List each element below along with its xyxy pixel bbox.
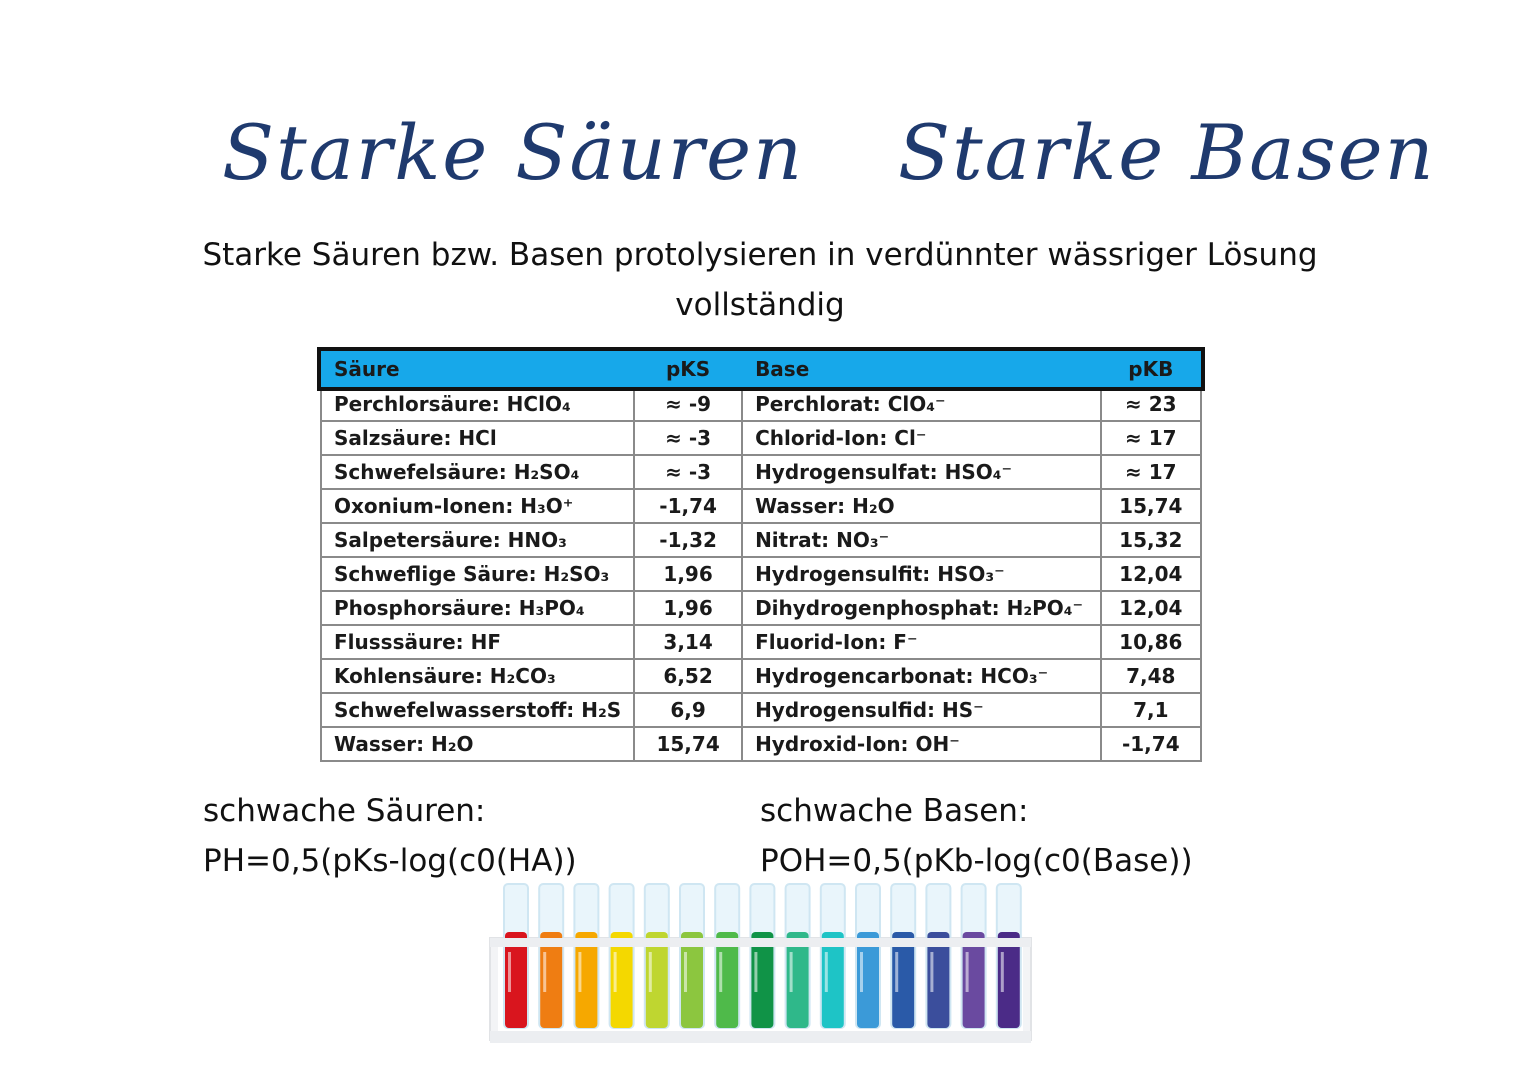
title-strong-bases: Starke Basen <box>898 108 1436 197</box>
pks-cell: ≈ -3 <box>634 455 742 489</box>
header-pks: pKS <box>634 351 742 387</box>
weak-acids-formula: PH=0,5(pKs-log(c0(HA)) <box>203 843 577 879</box>
pkb-cell: ≈ 17 <box>1101 421 1201 455</box>
table-row <box>321 659 1201 693</box>
title-strong-acids: Starke Säuren <box>222 108 805 197</box>
test-tubes <box>504 884 1021 1028</box>
table-body <box>321 387 1201 761</box>
acid-cell: Schwefelsäure: H₂SO₄ <box>321 455 634 489</box>
base-cell: Hydrogencarbonat: HCO₃⁻ <box>742 659 1101 693</box>
table-row <box>321 557 1201 591</box>
test-tube <box>997 884 1021 1028</box>
base-cell: Chlorid-Ion: Cl⁻ <box>742 421 1101 455</box>
table-row <box>321 693 1201 727</box>
intro-text-line1: Starke Säuren bzw. Basen protolysieren in verdünnter wässriger Lösung <box>202 237 1318 273</box>
acid-base-table <box>320 350 1202 762</box>
pks-cell: 6,52 <box>634 659 742 693</box>
acid-cell: Schweflige Säure: H₂SO₃ <box>321 557 634 591</box>
test-tube <box>926 884 950 1028</box>
base-cell: Dihydrogenphosphat: H₂PO₄⁻ <box>742 591 1101 625</box>
rack-top-bar <box>490 938 1031 947</box>
test-tube <box>962 884 986 1028</box>
test-tube <box>680 884 704 1028</box>
pkb-cell: 15,74 <box>1101 489 1201 523</box>
base-cell: Perchlorat: ClO₄⁻ <box>742 387 1101 421</box>
pkb-cell: 12,04 <box>1101 557 1201 591</box>
intro-text-line2: vollständig <box>675 287 845 323</box>
test-tube <box>504 884 528 1028</box>
weak-acids-label: schwache Säuren: <box>203 793 486 829</box>
table-row <box>321 489 1201 523</box>
base-cell: Nitrat: NO₃⁻ <box>742 523 1101 557</box>
pkb-cell: ≈ 23 <box>1101 387 1201 421</box>
pks-cell: 15,74 <box>634 727 742 761</box>
base-cell: Wasser: H₂O <box>742 489 1101 523</box>
pks-cell: 1,96 <box>634 591 742 625</box>
weak-bases-label: schwache Basen: <box>760 793 1029 829</box>
table-row <box>321 455 1201 489</box>
header-acid: Säure <box>321 351 634 387</box>
test-tube <box>715 884 739 1028</box>
pkb-cell: -1,74 <box>1101 727 1201 761</box>
base-cell: Hydrogensulfid: HS⁻ <box>742 693 1101 727</box>
pks-cell: -1,74 <box>634 489 742 523</box>
pkb-cell: 12,04 <box>1101 591 1201 625</box>
pkb-cell: 10,86 <box>1101 625 1201 659</box>
table-row <box>321 591 1201 625</box>
pkb-cell: ≈ 17 <box>1101 455 1201 489</box>
pks-cell: ≈ -9 <box>634 387 742 421</box>
rack-bottom-bar <box>490 1031 1031 1043</box>
table-row <box>321 727 1201 761</box>
table-header-row <box>321 351 1201 387</box>
test-tube <box>610 884 634 1028</box>
pks-cell: ≈ -3 <box>634 421 742 455</box>
test-tube <box>786 884 810 1028</box>
acid-cell: Salpetersäure: HNO₃ <box>321 523 634 557</box>
acid-cell: Kohlensäure: H₂CO₃ <box>321 659 634 693</box>
acid-cell: Perchlorsäure: HClO₄ <box>321 387 634 421</box>
acid-cell: Phosphorsäure: H₃PO₄ <box>321 591 634 625</box>
test-tube <box>891 884 915 1028</box>
base-cell: Hydroxid-Ion: OH⁻ <box>742 727 1101 761</box>
test-tube <box>856 884 880 1028</box>
pks-cell: 3,14 <box>634 625 742 659</box>
test-tube <box>750 884 774 1028</box>
pkb-cell: 15,32 <box>1101 523 1201 557</box>
table-row <box>321 387 1201 421</box>
test-tube <box>574 884 598 1028</box>
weak-bases-formula: POH=0,5(pKb-log(c0(Base)) <box>760 843 1193 879</box>
acid-cell: Flusssäure: HF <box>321 625 634 659</box>
base-cell: Hydrogensulfat: HSO₄⁻ <box>742 455 1101 489</box>
test-tube <box>539 884 563 1028</box>
pks-cell: -1,32 <box>634 523 742 557</box>
acid-cell: Oxonium-Ionen: H₃O⁺ <box>321 489 634 523</box>
acid-cell: Wasser: H₂O <box>321 727 634 761</box>
header-pkb: pKB <box>1101 351 1201 387</box>
pkb-cell: 7,48 <box>1101 659 1201 693</box>
header-base: Base <box>742 351 1101 387</box>
test-tube <box>821 884 845 1028</box>
pks-cell: 6,9 <box>634 693 742 727</box>
base-cell: Hydrogensulfit: HSO₃⁻ <box>742 557 1101 591</box>
pks-cell: 1,96 <box>634 557 742 591</box>
pkb-cell: 7,1 <box>1101 693 1201 727</box>
table-row <box>321 421 1201 455</box>
test-tube-rack-illustration <box>488 880 1033 1050</box>
base-cell: Fluorid-Ion: F⁻ <box>742 625 1101 659</box>
table-row <box>321 523 1201 557</box>
test-tube <box>645 884 669 1028</box>
acid-cell: Salzsäure: HCl <box>321 421 634 455</box>
acid-cell: Schwefelwasserstoff: H₂S <box>321 693 634 727</box>
table-row <box>321 625 1201 659</box>
